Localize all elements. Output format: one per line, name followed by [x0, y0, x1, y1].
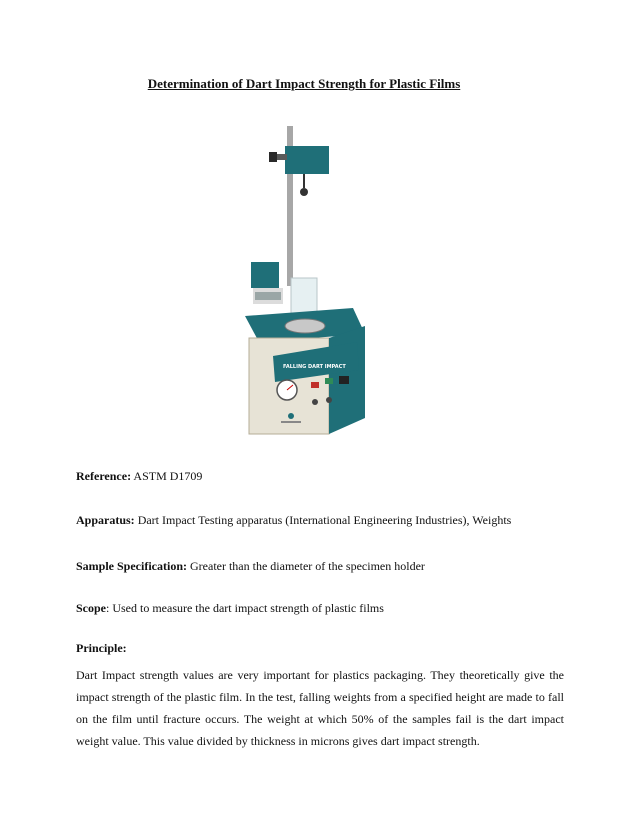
- scope-value: : Used to measure the dart impact strength of plastic films: [106, 601, 384, 615]
- reference-line: [76, 468, 202, 484]
- apparatus-line: [76, 512, 511, 528]
- principle-heading: [76, 640, 127, 656]
- dart-impact-tester-image: [235, 120, 375, 440]
- apparatus-value: Dart Impact Testing apparatus (International Engineering Industries), Weights: [137, 513, 512, 527]
- apparatus-label: Apparatus:: [76, 513, 135, 527]
- panel-label: FALLING DART IMPACT: [283, 364, 346, 370]
- reference-label: Reference:: [76, 469, 132, 483]
- sample-spec-line: [76, 558, 425, 574]
- scope-label: Scope: [76, 601, 106, 615]
- sample-spec-label: Sample Specification:: [76, 559, 187, 573]
- principle-text: Dart Impact strength values are very important for plastics packaging. They theoretically give the impact strength of the plastic film. In the test, falling weights from a specified height are made to fall on the film until fracture occurs. The weight at which 50% of the samples fail is the dart impact weight value. This value divided by thickness in microns gives dart impact strength.: [76, 668, 564, 748]
- scope-line: [76, 600, 384, 616]
- principle-label: Principle:: [76, 641, 127, 655]
- reference-value: ASTM D1709: [133, 469, 203, 483]
- sample-spec-value: Greater than the diameter of the specimen holder: [190, 559, 425, 573]
- page-title: Determination of Dart Impact Strength for Plastic Films: [147, 76, 461, 91]
